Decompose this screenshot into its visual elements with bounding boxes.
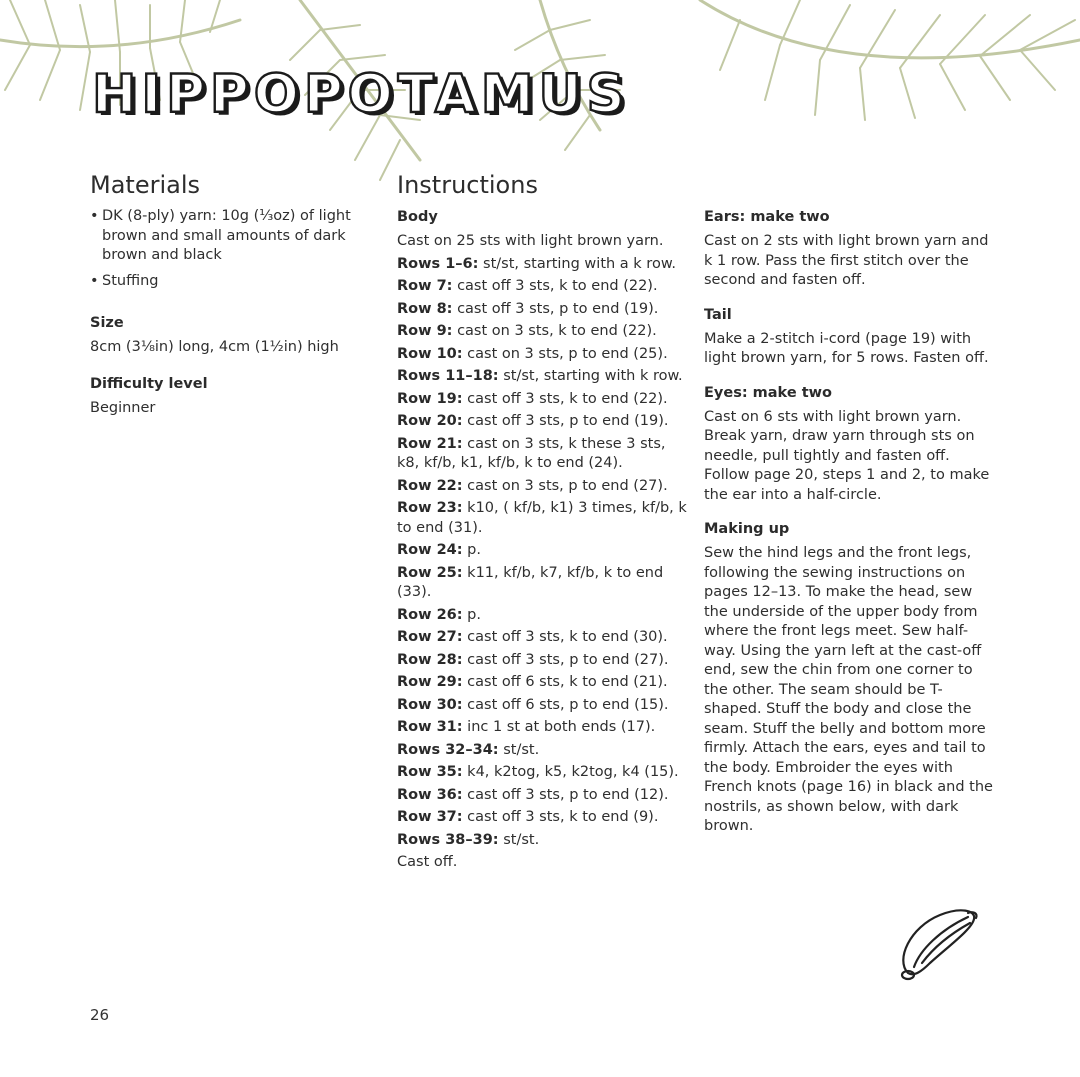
row-label: Row 30: (397, 696, 463, 713)
row-label: Row 25: (397, 564, 463, 581)
row-label: Row 29: (397, 674, 463, 690)
size-text: 8cm (3⅛in) long, 4cm (1½in) high (90, 339, 339, 355)
list-item: • DK (8-ply) yarn: 10g (¹⁄₃oz) of light brown and small amounts of dark brown and black (90, 207, 360, 266)
row-text: st/st. (498, 741, 540, 758)
row-text: cast on 3 sts, p to end (25). (462, 345, 668, 362)
row-text: cast off 3 sts, p to end (19). (462, 413, 669, 429)
ears-heading: Ears: make two (704, 209, 830, 225)
instruction-row (397, 277, 687, 297)
row-label: Row 26: (397, 606, 463, 623)
ears-text: Cast on 2 sts with light brown yarn and k 1 row. Pass the first stitch over the second and fasten off. (704, 233, 989, 288)
row-text: st/st. (498, 831, 540, 848)
row-label: Row 22: (397, 477, 463, 494)
size-heading: Size (90, 315, 124, 331)
making-up-text: Sew the hind legs and the front legs, following the sewing instructions on pages 12–13. To make the head, sew the underside of the upper body from where the front legs meet. Sew half-way. Using the yarn left at the cast-off end, sew the chin from one corner to the other. The seam should be T-shaped. Stuff the body and close the seam. Stuff the belly and bottom more firmly. Attach the ears, eyes and tail to the body. Embroider the eyes with French knots (page 16) in black and the nostrils, as shown below, with dark brown. (704, 545, 993, 834)
row-label: Row 21: (397, 435, 463, 452)
making-up-heading: Making up (704, 521, 790, 537)
eyes-text: Cast on 6 sts with light brown yarn. Break yarn, draw yarn through sts on needle, pull tightly and fasten off. Follow page 20, steps 1 and 2, to make the ear into a half-circle. (704, 408, 990, 503)
row-label: Row 9: (397, 323, 453, 339)
instruction-row (397, 696, 687, 716)
instruction-row (397, 300, 687, 320)
instruction-row (397, 477, 687, 497)
row-text: cast off 3 sts, p to end (27). (462, 651, 669, 668)
instruction-row (397, 673, 687, 693)
row-label: Row 10: (397, 345, 463, 362)
instruction-row (397, 345, 687, 365)
difficulty-text: Beginner (90, 399, 156, 416)
outro-text: Cast off. (397, 854, 458, 870)
row-label: Row 36: (397, 786, 463, 803)
difficulty-heading: Difficulty level (90, 375, 208, 392)
instruction-row (397, 322, 687, 342)
instruction-row (397, 741, 687, 761)
body-heading: Body (397, 209, 438, 225)
instructions-heading: Instructions (397, 171, 538, 199)
right-column (704, 207, 994, 851)
row-label: Row 37: (397, 809, 463, 825)
row-text: p. (462, 606, 481, 623)
row-text: cast on 3 sts, k to end (22). (452, 323, 657, 339)
instruction-row (397, 367, 687, 387)
instruction-row (397, 651, 687, 671)
row-text: cast off 6 sts, p to end (15). (462, 696, 669, 713)
row-text: cast on 3 sts, p to end (27). (462, 477, 668, 494)
instruction-row (397, 786, 687, 806)
instruction-row (397, 763, 687, 783)
row-label: Row 20: (397, 413, 463, 429)
row-text: cast off 6 sts, k to end (21). (462, 674, 668, 690)
instruction-row (397, 808, 687, 828)
tail-text: Make a 2-stitch i-cord (page 19) with light brown yarn, for 5 rows. Fasten off. (704, 330, 989, 366)
instruction-row (397, 390, 687, 410)
materials-heading: Materials (90, 171, 201, 199)
row-text: cast off 3 sts, k to end (22). (462, 390, 668, 407)
list-item: • Stuffing (90, 272, 360, 292)
page-number: 26 (90, 1006, 110, 1024)
materials-column (90, 170, 360, 418)
row-text: st/st, starting with a k row. (478, 255, 676, 272)
row-text: cast off 3 sts, k to end (9). (462, 809, 659, 825)
instruction-row (397, 831, 687, 851)
instruction-row (397, 606, 687, 626)
page-title: HIPPOPOTAMUS (92, 64, 630, 125)
row-label: Row 31: (397, 719, 463, 735)
instruction-row (397, 541, 687, 561)
instruction-row (397, 718, 687, 738)
row-text: cast off 3 sts, p to end (12). (462, 786, 669, 803)
row-text: cast off 3 sts, k to end (30). (462, 629, 668, 645)
row-label: Rows 11–18: (397, 368, 499, 384)
instruction-row (397, 628, 687, 648)
row-label: Row 35: (397, 764, 463, 780)
eyes-heading: Eyes: make two (704, 384, 832, 401)
row-label: Row 23: (397, 500, 463, 516)
row-text: st/st, starting with k row. (498, 368, 683, 384)
row-text: k10, ( kf/b, k1) 3 times, kf/b, k to end (31). (397, 500, 687, 536)
instructions-column (397, 170, 687, 876)
row-text: k11, kf/b, k7, kf/b, k to end (33). (397, 564, 664, 600)
row-text: cast off 3 sts, p to end (19). (452, 300, 659, 317)
tail-heading: Tail (704, 306, 732, 323)
hippo-nostril-sketch-icon (890, 905, 990, 990)
instruction-row (397, 435, 687, 474)
row-text: cast on 3 sts, k these 3 sts, k8, kf/b, k1, kf/b, k to end (24). (397, 435, 666, 471)
rows-list (397, 255, 687, 851)
instruction-row (397, 499, 687, 538)
row-label: Row 7: (397, 278, 453, 294)
row-label: Row 8: (397, 300, 453, 317)
instruction-row (397, 412, 687, 432)
row-label: Row 19: (397, 390, 463, 407)
row-label: Rows 32–34: (397, 741, 499, 758)
row-label: Row 24: (397, 542, 463, 558)
instruction-row (397, 564, 687, 603)
instruction-row (397, 255, 687, 275)
row-label: Row 28: (397, 651, 463, 668)
row-label: Rows 38–39: (397, 831, 499, 848)
row-label: Rows 1–6: (397, 255, 479, 272)
row-label: Row 27: (397, 629, 463, 645)
row-text: k4, k2tog, k5, k2tog, k4 (15). (462, 764, 679, 780)
intro-text: Cast on 25 sts with light brown yarn. (397, 233, 664, 249)
row-text: cast off 3 sts, k to end (22). (452, 278, 658, 294)
row-text: p. (462, 542, 481, 558)
row-text: inc 1 st at both ends (17). (462, 719, 656, 735)
